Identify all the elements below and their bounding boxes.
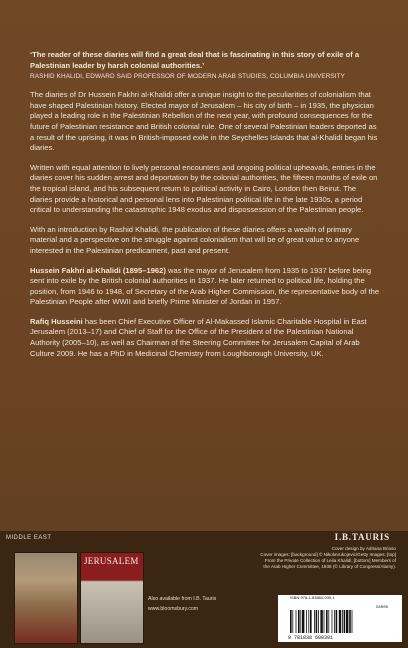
barcode-bar	[342, 610, 343, 633]
editor-bio-text: has been Chief Executive Officer of Al-Makassed Islamic Charitable Hospital in East Jerusalem (2013–17) and Chief of Staff for the Office of the President of the Palestinian National Authority (2005–10), as well as Chairman of the Steering Committee for Jerusalem Capital of Arab Culture 2009. He has a PhD in Medicinal Chemistry from Loughborough University, UK.	[30, 316, 367, 358]
cover-credits	[246, 546, 396, 570]
blurb-paragraph: With an introduction by Rashid Khalidi, the publication of these diaries offers a wealth of primary material and a perspective on the struggle against colonialism that will be of great value to anyone interested in the Palestinian predicament, past and present.	[30, 224, 360, 255]
barcode-bar	[349, 610, 351, 633]
barcode-bar	[328, 610, 329, 633]
barcode-bar	[352, 610, 353, 633]
also-available-text: Also available from I.B. Tauris	[148, 596, 217, 602]
credit-line: the Arab Higher Committee, 1936 (© Library of Congress/Alamy).	[263, 564, 396, 570]
barcode-bar	[316, 610, 318, 633]
related-book-cover	[14, 552, 78, 644]
endorsement-attribution: RASHID KHALIDI, EDWARD SAID PROFESSOR OF MODERN ARAB STUDIES, COLUMBIA UNIVERSITY	[30, 73, 346, 81]
barcode-bar	[300, 610, 301, 633]
related-book-cover-jerusalem	[80, 552, 144, 644]
credit-line: Cover images: [background] © NikolaVukojevic/Getty Images; [top]	[260, 552, 396, 558]
publisher-logo: I.B.TAURIS	[334, 532, 390, 542]
barcode-bar	[298, 610, 300, 633]
editor-bio	[30, 317, 380, 359]
barcode-bar	[336, 610, 338, 633]
blurb-paragraph: The diaries of Dr Hussein Fakhri al-Khalidi offer a unique insight to the peculiarities of colonialism that have shaped Palestinian history. Elected mayor of Jerusalem – his city of birth – in 1935, the physician played a leading role in the Palestinian Rebellion of the next year, with profound consequences for the future of Palestinian resistance and British colonial rule. One of several Palestinian leaders deported as a result of the uprising, it was in British-imposed exile in the Seychelles Islands that al-Khalidi began his diaries.	[30, 90, 378, 153]
also-available	[148, 596, 218, 613]
barcode-bar	[346, 610, 348, 633]
endorsement-quote: ‘The reader of these diaries will find a great deal that is fascinating in this story of exile of a Palestinian leader by harsh colonial authorities.’	[30, 50, 360, 70]
barcode-bar	[314, 610, 315, 633]
barcode-bar	[326, 610, 328, 633]
price-code: 58000	[376, 606, 389, 610]
author-name: Hussein Fakhri al-Khalidi (1895–1962)	[30, 265, 166, 275]
credit-line: Cover design by Adriana Brioso	[331, 546, 396, 551]
credit-line: From the Private Collection of Leila Khalidi; [bottom] Members of	[264, 558, 396, 564]
isbn-text: ISBN 978-1-83860-039-1	[290, 595, 335, 600]
back-cover-text	[30, 50, 380, 368]
related-book-title: JERUSALEM	[84, 556, 139, 566]
blurb-paragraph: Written with equal attention to lively personal encounters and ongoing political upheavals, entries in the diaries cover his sudden arrest and deportation by the colonial authorities, the fifteen months of exile on the tropical island, and his subsequent return to political activity in Cairo, London then Beirut. The diaries provide a historical and personal lens into Palestinian political life in the late 1930s, a period critical to understanding the catastrophic 1948 exodus and dispossession of the Palestinian people.	[30, 162, 378, 215]
barcode-bar	[324, 610, 325, 633]
author-bio	[30, 266, 380, 308]
barcode-bar	[302, 610, 304, 633]
barcode-bar	[320, 610, 322, 633]
barcode-bar	[292, 610, 293, 633]
barcode-bar	[344, 610, 346, 633]
barcode-bar	[290, 610, 292, 633]
barcode-bar	[339, 610, 341, 633]
barcode-digits: 9 781838 600391	[288, 635, 334, 640]
barcode-bar	[310, 610, 312, 633]
barcode-bar	[334, 610, 335, 633]
publisher-url[interactable]: www.bloomsbury.com	[148, 606, 199, 612]
barcode-bar	[332, 610, 333, 633]
editor-name: Rafiq Husseini	[30, 316, 83, 326]
barcode-bar	[306, 610, 307, 633]
barcode	[284, 603, 398, 640]
barcode-bar	[318, 610, 319, 633]
author-bio-text: was the mayor of Jerusalem from 1935 to 1937 before being sent into exile by the British colonial authorities in 1937. He later returned to political life, holding the position, from 1946 to 1948, of Secretary of the Arab Higher Commission, the representative body of the Palestinian People after WWII and briefly Prime Minister of Jordan in 1957.	[30, 265, 380, 307]
barcode-bar	[308, 610, 309, 633]
category-label: MIDDLE EAST	[6, 535, 52, 541]
barcode-bar	[296, 610, 297, 633]
